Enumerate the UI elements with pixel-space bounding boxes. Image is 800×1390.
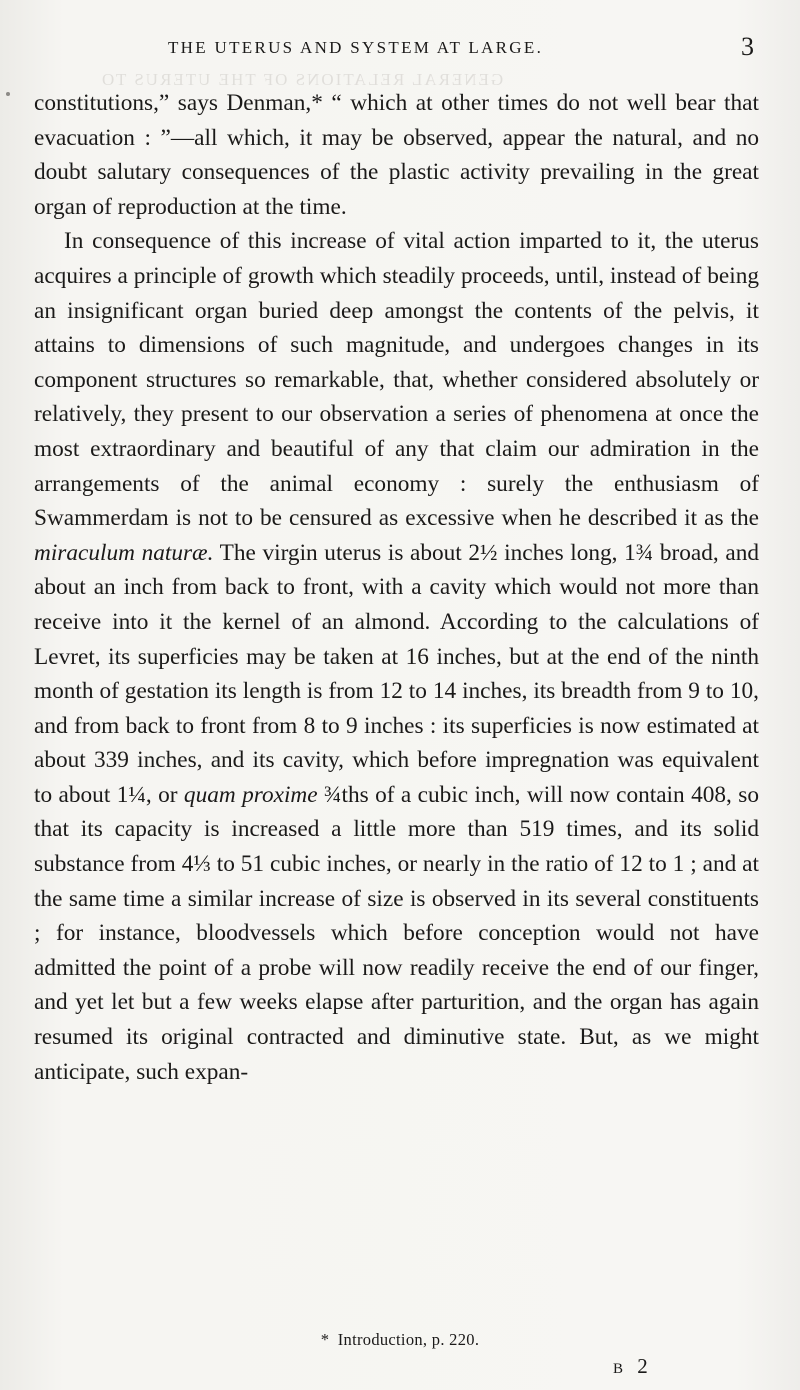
signature-mark [613,1354,648,1379]
margin-mark [6,92,10,96]
running-head: THE UTERUS AND SYSTEM AT LARGE. [168,38,544,57]
text-segment: ¾ths of a cubic inch, will now contain 408, so that its capacity is increased a little more than 519 times, and its solid substance from 4⅓ to 51 cubic inches, or nearly in the ratio of 12 to 1 ; and at the same time a similar increase of size is observed in its several constituents ; for instance, bloodvessels which before conception would not have admitted the point of a probe will now readily receive the end of our finger, and yet let but a few weeks elapse after parturition, and the organ has again resumed its original contracted and diminutive state. But, as we might anticipate, such expan- [34,781,760,1085]
italic-phrase: quam proxime [183,781,318,808]
footnote-text: Introduction, p. 220. [337,1330,480,1349]
bleed-through-text: GENERAL RELATIONS OF THE UTERUS TO [100,70,504,89]
signature-number: 2 [637,1354,648,1378]
paragraph [34,224,759,1089]
page-number: 3 [741,32,754,61]
text-segment: constitutions,” says Denman,* “ which at other times do not well bear that evacuation : ”—all which, it may be observed, appear the natural, and no doubt salutary consequences of the plastic activity prevailing in the great organ of reproduction at the time. [34,90,759,220]
page-header [0,32,800,89]
body-text [34,86,759,1089]
footnote [0,1330,800,1350]
text-segment: The virgin uterus is about 2½ inches long, 1¾ broad, and about an inch from back to front, with a cavity which would not more than receive into it the kernel of an almond. According to the calculations of Levret, its superficies may be taken at 16 inches, but at the end of the ninth month of gestation its length is from 12 to 14 inches, its breadth from 9 to 10, and from back to front from 8 to 9 inches : its superficies is now estimated at about 339 inches, and its cavity, which before impregnation was equivalent to about 1¼, or [34,539,759,808]
footnote-mark: * [320,1330,330,1349]
signature-letter: B [613,1361,625,1377]
text-segment: In consequence of this increase of vital action imparted to it, the uterus acquires a principle of growth which steadily proceeds, until, instead of being an insignificant organ buried deep amongst the contents of the pelvis, it attains to dimensions of such magnitude, and undergoes changes in its component structures so remarkable, that, whether considered absolutely or relatively, they present to our observation a series of phenomena at once the most extraordinary and beautiful of any that claim our admiration in the arrangements of the animal economy : surely the enthusiasm of Swammerdam is not to be censured as excessive when he described it as the [34,228,759,532]
paragraph [34,86,759,224]
italic-phrase: miraculum naturæ. [34,539,214,566]
